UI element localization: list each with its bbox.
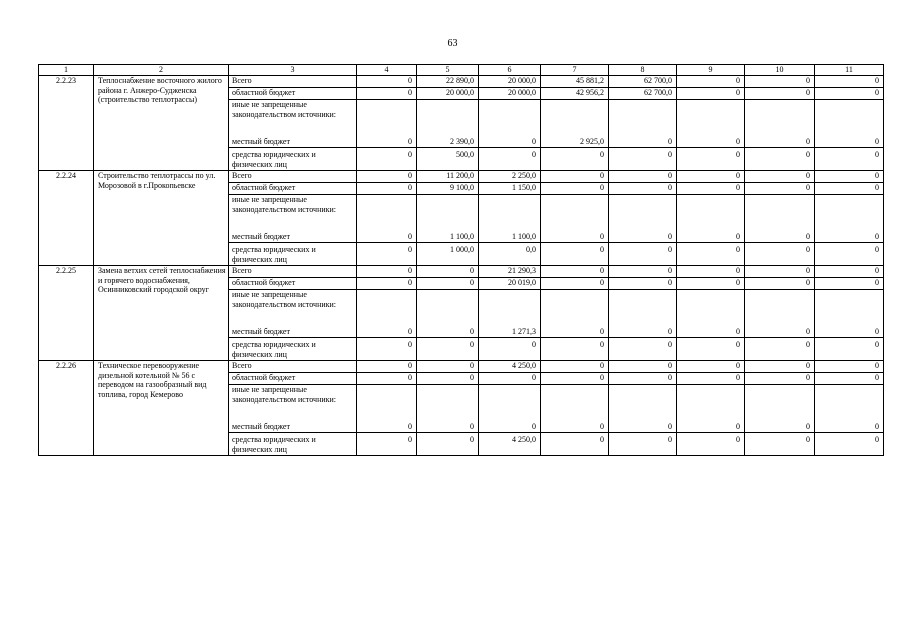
amount-cell: 0 (677, 361, 745, 373)
amount-cell: 0 (541, 266, 609, 278)
amount-cell: 0 (815, 338, 884, 361)
amount-cell: 0 (815, 433, 884, 456)
table-row (39, 171, 884, 183)
amount-cell: 0 (357, 373, 417, 385)
amount-cell: 0 (745, 76, 815, 88)
amount-cell: 0 (609, 243, 677, 266)
amount-cell (677, 195, 745, 226)
funding-source-label: областной бюджет (229, 183, 357, 195)
amount-cell: 1 100,0 (417, 225, 479, 243)
funding-source-label: иные не запрещенные законодательством источники: (229, 290, 357, 321)
amount-cell: 0 (745, 225, 815, 243)
amount-cell (745, 385, 815, 416)
amount-cell: 0 (609, 361, 677, 373)
amount-cell: 0 (417, 415, 479, 433)
amount-cell: 0 (479, 130, 541, 148)
amount-cell: 0 (815, 361, 884, 373)
amount-cell: 0 (357, 76, 417, 88)
column-header: 11 (815, 65, 884, 76)
amount-cell: 0 (677, 373, 745, 385)
amount-cell: 42 956,2 (541, 88, 609, 100)
amount-cell: 0 (357, 338, 417, 361)
amount-cell: 0 (417, 320, 479, 338)
amount-cell: 0 (745, 88, 815, 100)
amount-cell (609, 290, 677, 321)
item-code: 2.2.26 (39, 361, 94, 456)
amount-cell: 4 250,0 (479, 361, 541, 373)
amount-cell: 0 (677, 88, 745, 100)
funding-source-label: средства юридических и физических лиц (229, 148, 357, 171)
amount-cell: 0 (357, 171, 417, 183)
amount-cell (479, 290, 541, 321)
amount-cell: 0 (677, 76, 745, 88)
funding-source-label: местный бюджет (229, 320, 357, 338)
funding-source-label: Всего (229, 266, 357, 278)
amount-cell (417, 100, 479, 131)
funding-source-label: местный бюджет (229, 415, 357, 433)
amount-cell: 500,0 (417, 148, 479, 171)
amount-cell: 0 (479, 415, 541, 433)
amount-cell: 0 (745, 183, 815, 195)
table-body (39, 65, 884, 456)
amount-cell: 4 250,0 (479, 433, 541, 456)
amount-cell (357, 290, 417, 321)
amount-cell: 1 271,3 (479, 320, 541, 338)
amount-cell (677, 100, 745, 131)
funding-source-label: средства юридических и физических лиц (229, 433, 357, 456)
amount-cell: 0 (745, 415, 815, 433)
column-header: 3 (229, 65, 357, 76)
amount-cell: 0 (745, 148, 815, 171)
funding-source-label: местный бюджет (229, 225, 357, 243)
amount-cell: 0 (815, 278, 884, 290)
column-header: 4 (357, 65, 417, 76)
amount-cell: 21 290,3 (479, 266, 541, 278)
amount-cell: 0 (745, 243, 815, 266)
amount-cell (541, 195, 609, 226)
amount-cell: 0 (677, 433, 745, 456)
amount-cell: 0 (677, 415, 745, 433)
item-name: Теплоснабжение восточного жилого района г. Анжеро-Судженска (строительство теплотрассы) (94, 76, 229, 171)
amount-cell (609, 100, 677, 131)
amount-cell: 0 (815, 373, 884, 385)
amount-cell: 0 (357, 433, 417, 456)
amount-cell: 0 (357, 148, 417, 171)
amount-cell: 0 (541, 183, 609, 195)
amount-cell: 0 (541, 278, 609, 290)
amount-cell: 0 (745, 171, 815, 183)
funding-source-label: иные не запрещенные законодательством источники: (229, 100, 357, 131)
amount-cell: 0 (815, 76, 884, 88)
amount-cell: 0 (609, 278, 677, 290)
column-header: 8 (609, 65, 677, 76)
amount-cell (745, 290, 815, 321)
amount-cell (417, 290, 479, 321)
amount-cell: 0 (417, 361, 479, 373)
amount-cell: 45 881,2 (541, 76, 609, 88)
funding-source-label: средства юридических и физических лиц (229, 243, 357, 266)
amount-cell: 0 (609, 148, 677, 171)
amount-cell: 0 (357, 415, 417, 433)
amount-cell (479, 195, 541, 226)
amount-cell: 2 390,0 (417, 130, 479, 148)
amount-cell: 0 (541, 320, 609, 338)
amount-cell: 0 (609, 415, 677, 433)
amount-cell (479, 100, 541, 131)
item-code: 2.2.23 (39, 76, 94, 171)
amount-cell: 0 (745, 278, 815, 290)
amount-cell: 0 (815, 225, 884, 243)
amount-cell: 0 (357, 88, 417, 100)
amount-cell: 0 (815, 130, 884, 148)
amount-cell: 62 700,0 (609, 76, 677, 88)
page-number: 63 (447, 38, 458, 49)
amount-cell: 0 (745, 361, 815, 373)
amount-cell: 9 100,0 (417, 183, 479, 195)
funding-source-label: иные не запрещенные законодательством источники: (229, 385, 357, 416)
funding-source-label: иные не запрещенные законодательством источники: (229, 195, 357, 226)
amount-cell: 0 (609, 373, 677, 385)
amount-cell: 0 (357, 361, 417, 373)
amount-cell: 0,0 (479, 243, 541, 266)
amount-cell (677, 385, 745, 416)
amount-cell: 0 (745, 433, 815, 456)
amount-cell: 0 (815, 320, 884, 338)
amount-cell (609, 385, 677, 416)
amount-cell (745, 100, 815, 131)
amount-cell (357, 385, 417, 416)
amount-cell: 0 (815, 171, 884, 183)
column-header: 10 (745, 65, 815, 76)
amount-cell (609, 195, 677, 226)
amount-cell: 0 (541, 243, 609, 266)
amount-cell: 2 925,0 (541, 130, 609, 148)
funding-source-label: областной бюджет (229, 278, 357, 290)
column-header: 6 (479, 65, 541, 76)
amount-cell: 0 (357, 183, 417, 195)
amount-cell: 0 (479, 148, 541, 171)
amount-cell: 0 (541, 361, 609, 373)
amount-cell: 0 (677, 148, 745, 171)
amount-cell: 0 (609, 130, 677, 148)
funding-source-label: Всего (229, 76, 357, 88)
amount-cell: 0 (357, 266, 417, 278)
amount-cell: 0 (609, 433, 677, 456)
amount-cell: 0 (609, 225, 677, 243)
amount-cell: 11 200,0 (417, 171, 479, 183)
funding-source-label: областной бюджет (229, 88, 357, 100)
table-row (39, 266, 884, 278)
amount-cell: 0 (609, 171, 677, 183)
column-header: 2 (94, 65, 229, 76)
amount-cell (745, 195, 815, 226)
amount-cell: 0 (677, 243, 745, 266)
amount-cell (677, 290, 745, 321)
amount-cell: 0 (609, 320, 677, 338)
amount-cell (541, 385, 609, 416)
amount-cell (815, 385, 884, 416)
amount-cell: 0 (815, 243, 884, 266)
amount-cell: 0 (609, 266, 677, 278)
funding-source-label: местный бюджет (229, 130, 357, 148)
item-name: Техническое перевооружение дизельной котельной № 56 с переводом на газообразный вид топлива, город Кемерово (94, 361, 229, 456)
funding-source-label: Всего (229, 171, 357, 183)
item-name: Строительство теплотрассы по ул. Морозовой в г.Прокопьевске (94, 171, 229, 266)
amount-cell: 0 (357, 225, 417, 243)
amount-cell: 0 (541, 338, 609, 361)
amount-cell: 0 (479, 338, 541, 361)
item-name: Замена ветхих сетей теплоснабжения и горячего водоснабжения, Осинниковский городской округ (94, 266, 229, 361)
amount-cell: 0 (815, 266, 884, 278)
column-header-row (39, 65, 884, 76)
amount-cell: 1 150,0 (479, 183, 541, 195)
table-row (39, 361, 884, 373)
amount-cell (417, 385, 479, 416)
amount-cell: 0 (417, 373, 479, 385)
amount-cell: 22 890,0 (417, 76, 479, 88)
amount-cell: 0 (677, 266, 745, 278)
amount-cell: 0 (609, 183, 677, 195)
amount-cell (815, 100, 884, 131)
amount-cell: 20 000,0 (479, 76, 541, 88)
amount-cell: 0 (541, 433, 609, 456)
amount-cell: 20 019,0 (479, 278, 541, 290)
amount-cell: 0 (677, 225, 745, 243)
amount-cell (417, 195, 479, 226)
amount-cell: 0 (541, 415, 609, 433)
amount-cell (479, 385, 541, 416)
amount-cell: 20 000,0 (417, 88, 479, 100)
amount-cell: 1 000,0 (417, 243, 479, 266)
amount-cell: 0 (677, 130, 745, 148)
amount-cell: 0 (541, 171, 609, 183)
amount-cell: 0 (357, 320, 417, 338)
amount-cell: 0 (417, 433, 479, 456)
amount-cell: 0 (745, 266, 815, 278)
amount-cell: 0 (417, 278, 479, 290)
amount-cell: 0 (417, 338, 479, 361)
amount-cell: 0 (815, 415, 884, 433)
funding-source-label: областной бюджет (229, 373, 357, 385)
amount-cell: 0 (541, 148, 609, 171)
amount-cell: 20 000,0 (479, 88, 541, 100)
amount-cell: 0 (541, 373, 609, 385)
amount-cell: 0 (815, 183, 884, 195)
amount-cell (357, 100, 417, 131)
amount-cell: 62 700,0 (609, 88, 677, 100)
column-header: 5 (417, 65, 479, 76)
item-code: 2.2.24 (39, 171, 94, 266)
table-row (39, 76, 884, 88)
amount-cell: 2 250,0 (479, 171, 541, 183)
amount-cell (357, 195, 417, 226)
amount-cell: 0 (815, 88, 884, 100)
amount-cell: 0 (609, 338, 677, 361)
amount-cell: 0 (417, 266, 479, 278)
amount-cell: 0 (479, 373, 541, 385)
amount-cell: 0 (677, 338, 745, 361)
amount-cell: 0 (677, 278, 745, 290)
amount-cell: 0 (357, 243, 417, 266)
amount-cell: 1 100,0 (479, 225, 541, 243)
amount-cell: 0 (357, 130, 417, 148)
amount-cell: 0 (745, 320, 815, 338)
amount-cell: 0 (745, 130, 815, 148)
column-header: 1 (39, 65, 94, 76)
amount-cell (541, 290, 609, 321)
amount-cell: 0 (677, 171, 745, 183)
column-header: 7 (541, 65, 609, 76)
amount-cell: 0 (677, 183, 745, 195)
amount-cell: 0 (745, 373, 815, 385)
amount-cell: 0 (815, 148, 884, 171)
amount-cell (815, 195, 884, 226)
amount-cell: 0 (357, 278, 417, 290)
amount-cell: 0 (677, 320, 745, 338)
amount-cell: 0 (745, 338, 815, 361)
item-code: 2.2.25 (39, 266, 94, 361)
budget-table (38, 64, 884, 456)
column-header: 9 (677, 65, 745, 76)
funding-source-label: средства юридических и физических лиц (229, 338, 357, 361)
amount-cell (541, 100, 609, 131)
amount-cell: 0 (541, 225, 609, 243)
funding-source-label: Всего (229, 361, 357, 373)
amount-cell (815, 290, 884, 321)
